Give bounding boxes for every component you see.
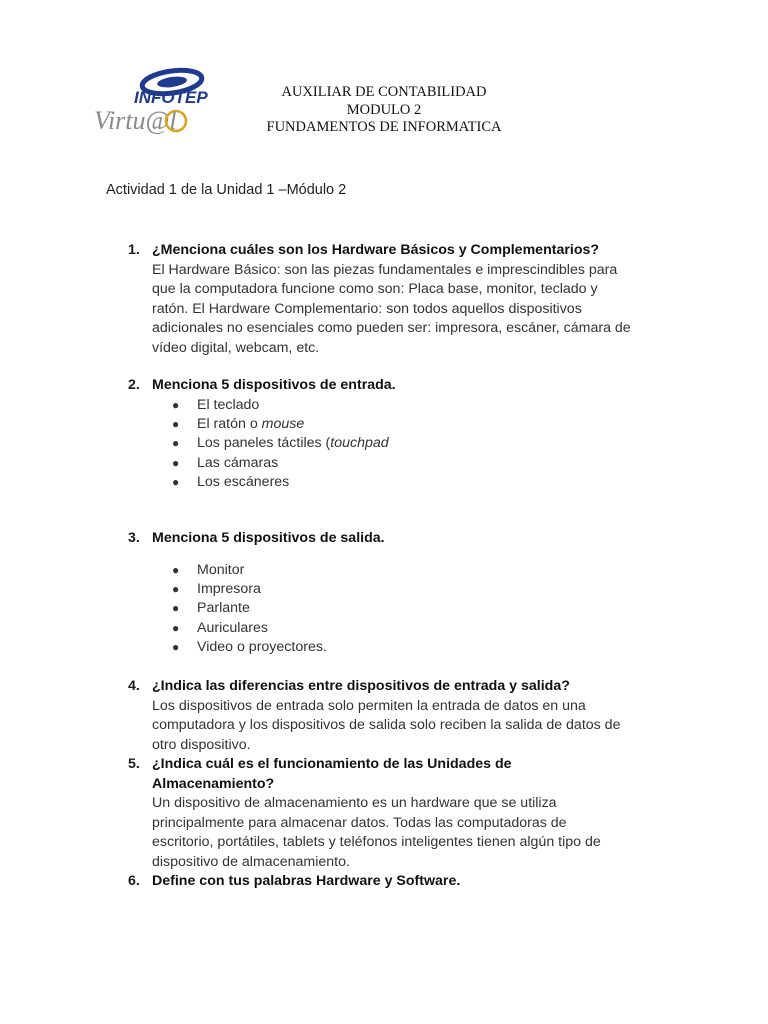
answer-line: El Hardware Básico: son las piezas fundamentales e imprescindibles para	[152, 261, 618, 278]
question-3	[128, 529, 688, 658]
list-item: ● El teclado	[172, 396, 688, 415]
list-item: ● Los paneles táctiles (touchpad	[172, 434, 688, 453]
question-text: ¿Indica las diferencias entre dispositivos de entrada y salida?	[152, 678, 570, 694]
answer-line: otro dispositivo.	[152, 736, 251, 753]
svg-text:INFOTEP: INFOTEP	[134, 88, 208, 107]
question-number: 3.	[128, 530, 140, 546]
question-text: Define con tus palabras Hardware y Software.	[152, 873, 461, 889]
document-header	[240, 84, 528, 137]
answer-line: ratón. El Hardware Complementario: son todos aquellos dispositivos	[152, 300, 582, 317]
list-item: ● Video o proyectores.	[172, 638, 688, 657]
bullet-icon: ●	[172, 601, 180, 616]
bullet-icon: ●	[172, 455, 180, 470]
question-number: 2.	[128, 377, 140, 393]
output-devices-list	[172, 561, 688, 658]
question-number: 5.	[128, 756, 140, 772]
input-devices-list	[172, 396, 688, 493]
activity-title: Actividad 1 de la Unidad 1 –Módulo 2	[106, 182, 347, 198]
list-item: ● Auriculares	[172, 619, 688, 638]
answer-line: Los dispositivos de entrada solo permiten la entrada de datos en una	[152, 697, 586, 714]
answer-line: dispositivo de almacenamiento.	[152, 853, 350, 870]
list-item: ● Los escáneres	[172, 473, 688, 492]
question-text: Menciona 5 dispositivos de entrada.	[152, 377, 396, 393]
list-item: ● Las cámaras	[172, 454, 688, 473]
bullet-icon: ●	[172, 475, 180, 490]
question-text: Almacenamiento?	[152, 775, 275, 792]
question-text: ¿Indica cuál es el funcionamiento de las Unidades de	[152, 756, 512, 772]
answer-line: que la computadora funcione como son: Placa base, monitor, teclado y	[152, 281, 598, 298]
question-2	[128, 376, 688, 493]
question-1	[128, 241, 688, 359]
list-item: ● Impresora	[172, 580, 688, 599]
svg-text:Virtu@l: Virtu@l	[94, 106, 177, 135]
question-number: 1.	[128, 242, 140, 258]
list-item: ● Monitor	[172, 561, 688, 580]
module-title: MODULO 2	[346, 101, 422, 118]
course-title: AUXILIAR DE CONTABILIDAD	[281, 84, 487, 100]
question-number: 6.	[128, 873, 140, 889]
question-5	[128, 755, 688, 873]
answer-line: vídeo digital, webcam, etc.	[152, 339, 320, 356]
bullet-icon: ●	[172, 397, 180, 412]
subject-title: FUNDAMENTOS DE INFORMATICA	[266, 119, 502, 136]
answer-line: principalmente para almacenar datos. Todas las computadoras de	[152, 814, 567, 831]
infotep-virtual-logo	[90, 66, 212, 136]
question-number: 4.	[128, 678, 140, 694]
bullet-icon: ●	[172, 436, 180, 451]
answer-line: adicionales no esenciales como pueden ser: impresora, escáner, cámara de	[152, 320, 631, 337]
list-item: ● Parlante	[172, 599, 688, 618]
list-item: ● El ratón o mouse	[172, 415, 688, 434]
bullet-icon: ●	[172, 640, 180, 655]
answer-line: computadora y los dispositivos de salida solo reciben la salida de datos de	[152, 717, 621, 734]
answer-line: escritorio, portátiles, tablets y teléfonos inteligentes tienen algún tipo de	[152, 834, 601, 851]
bullet-icon: ●	[172, 562, 180, 577]
answer-line: Un dispositivo de almacenamiento es un hardware que se utiliza	[152, 795, 557, 812]
question-6	[128, 872, 688, 892]
bullet-icon: ●	[172, 582, 180, 596]
bullet-icon: ●	[172, 620, 180, 635]
question-4	[128, 677, 688, 755]
bullet-icon: ●	[172, 417, 180, 431]
question-text: ¿Menciona cuáles son los Hardware Básicos y Complementarios?	[152, 242, 600, 258]
question-text: Menciona 5 dispositivos de salida.	[152, 530, 385, 546]
